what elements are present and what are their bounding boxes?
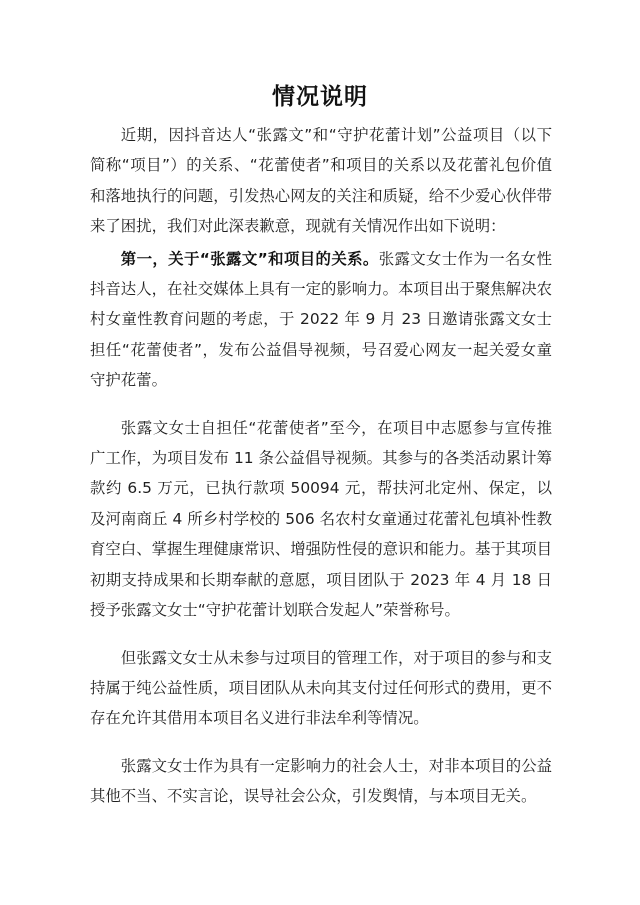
document-title: 情况说明 — [272, 84, 368, 110]
paragraph-text: 但张露文女士从未参与过项目的管理工作，对于项目的参与和支持属于纯公益性质，项目团队从未向其支付过任何形式的费用，更不存在允许其借用本项目名义进行非法牟利等情况。 — [90, 648, 552, 728]
no-payment-paragraph — [90, 643, 552, 734]
section-one-paragraph — [90, 244, 552, 396]
disclaimer-paragraph — [90, 751, 552, 812]
paragraph-text: 张露文女士作为一名女性抖音达人，在社交媒体上具有一定的影响力。本项目出于聚焦解决农村女童性教育问题的考虑，于 2022 年 9 月 23 日邀请张露文女士担任“花蕾使者”，发布公益倡导视频，号召爱心网友一起关爱女童守护花蕾。 — [90, 249, 552, 390]
activities-paragraph — [90, 413, 552, 626]
paragraph-text: 近期，因抖音达人“张露文”和“守护花蕾计划”公益项目（以下简称“项目”）的关系、“花蕾使者”和项目的关系以及花蕾礼包价值和落地执行的问题，引发热心网友的关注和质疑，给不少爱心伙伴带来了困扰，我们对此深表歉意，现就有关情况作出如下说明： — [90, 126, 552, 236]
document-body — [90, 120, 552, 829]
paragraph-text: 张露文女士作为具有一定影响力的社会人士，对非本项目的公益其他不当、不实言论，误导社会公众，引发舆情，与本项目无关。 — [90, 756, 552, 806]
paragraph-text: 张露文女士自担任“花蕾使者”至今，在项目中志愿参与宣传推广工作，为项目发布 11 条公益倡导视频。其参与的各类活动累计筹款约 6.5 万元，已执行款项 50094 元，帮扶河北定州、保定，以及河南商丘 4 所乡村学校的 506 名农村女童通过花蕾礼包填补性教育空白、掌握生理健康常识、增强防性侵的意识和能力。基于其项目初期支持成果和长期奉献的意愿，项目团队于 2023 年 4 月 18 日授予张露文女士“守护花蕾计划联合发起人”荣誉称号。 — [90, 418, 552, 620]
intro-paragraph — [90, 120, 552, 242]
section-heading: 第一，关于“张露文”和项目的关系。 — [120, 249, 379, 268]
